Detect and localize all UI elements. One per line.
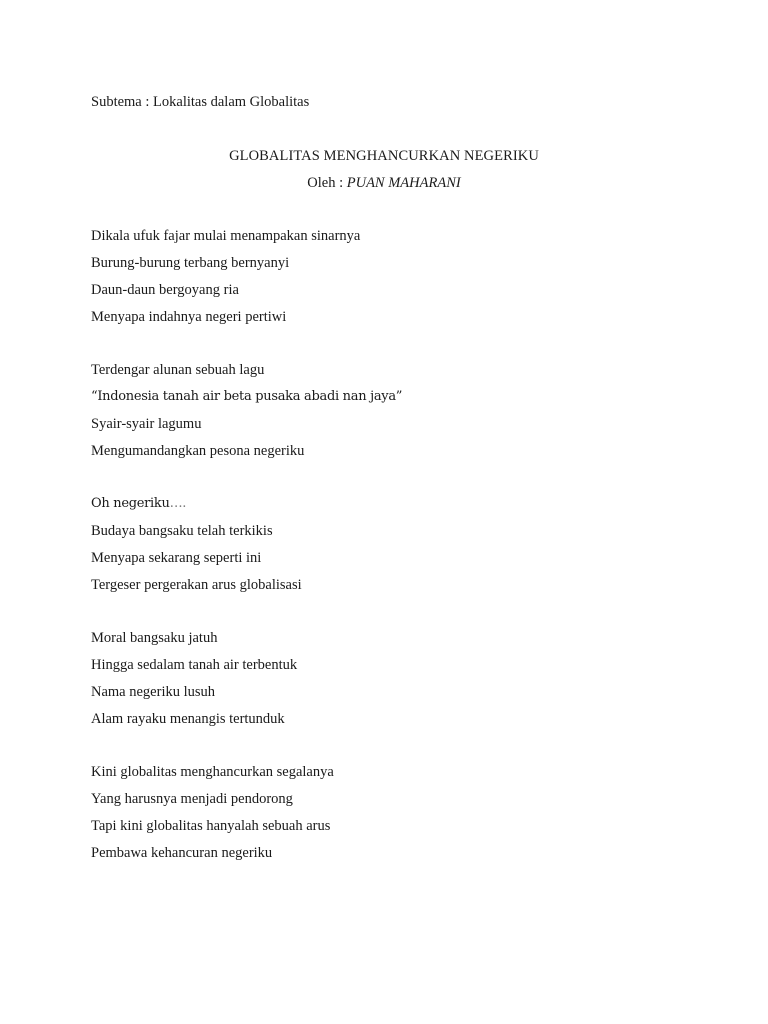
stanza-1-line-2: Burung-burung terbang bernyanyi	[91, 255, 290, 271]
stanza-3-line-2: Budaya bangsaku telah terkikis	[91, 523, 273, 539]
stanza-4-line-4: Alam rayaku menangis tertunduk	[91, 711, 285, 727]
stanza-4-line-3: Nama negeriku lusuh	[91, 684, 216, 700]
stanza-2-line-3: Syair-syair lagumu	[91, 416, 202, 432]
stanza-3-line-1	[91, 495, 186, 513]
stanza-4-line-1: Moral bangsaku jatuh	[91, 630, 218, 646]
stanza-3-line-3: Menyapa sekarang seperti ini	[91, 550, 262, 566]
stanza-5-line-4: Pembawa kehancuran negeriku	[91, 845, 273, 861]
subtheme: Subtema : Lokalitas dalam Globalitas	[91, 94, 310, 110]
stanza-2-line-4: Mengumandangkan pesona negeriku	[91, 443, 305, 459]
stanza-1-line-1: Dikala ufuk fajar mulai menampakan sinarnya	[91, 228, 361, 244]
author-name: PUAN MAHARANI	[346, 175, 461, 191]
byline	[0, 174, 768, 192]
stanza-4-line-2: Hingga sedalam tanah air terbentuk	[91, 657, 298, 673]
ellipsis: ….	[169, 496, 187, 511]
stanza-1-line-3: Daun-daun bergoyang ria	[91, 282, 239, 298]
stanza-5-line-1: Kini globalitas menghancurkan segalanya	[91, 764, 334, 780]
poem-title: GLOBALITAS MENGHANCURKAN NEGERIKU	[229, 148, 539, 164]
stanza-3-line-4: Tergeser pergerakan arus globalisasi	[91, 577, 302, 593]
stanza-3-line-1-text: Oh negeriku	[91, 496, 170, 511]
stanza-2-line-1: Terdengar alunan sebuah lagu	[91, 362, 265, 378]
stanza-2-line-2: “Indonesia tanah air beta pusaka abadi nan jaya”	[91, 389, 403, 404]
stanza-5-line-2: Yang harusnya menjadi pendorong	[91, 791, 293, 807]
stanza-5-line-3: Tapi kini globalitas hanyalah sebuah arus	[91, 818, 331, 834]
byline-prefix: Oleh :	[307, 175, 347, 191]
stanza-1-line-4: Menyapa indahnya negeri pertiwi	[91, 309, 287, 325]
